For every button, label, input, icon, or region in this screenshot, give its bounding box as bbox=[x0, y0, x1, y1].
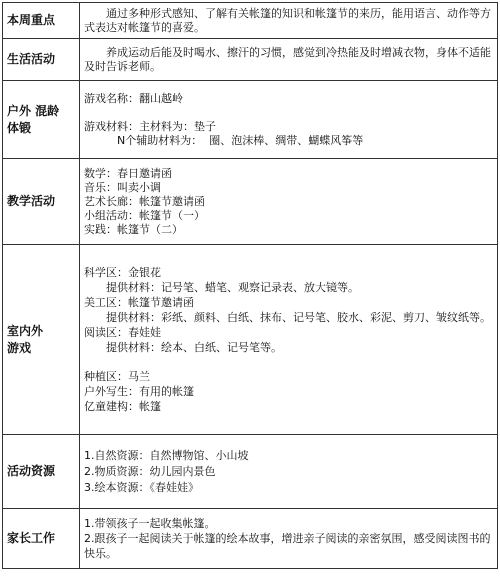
content-line: 游戏名称：翻山越岭 bbox=[84, 91, 183, 105]
content-line: 户外写生：有用的帐篷 bbox=[84, 385, 194, 398]
content-line: 科学区：金银花 bbox=[84, 266, 161, 279]
content-line: 提供材料：记号笔、蜡笔、观察记录表、放大镜等。 bbox=[84, 281, 359, 294]
content-line: 亿童建构：帐篷 bbox=[84, 400, 161, 413]
content-blank-line bbox=[84, 355, 493, 369]
content-line: 艺术长廊：帐篷节邀请函 bbox=[84, 194, 205, 208]
content-line: 美工区：帐篷节邀请函 bbox=[84, 296, 194, 309]
row-content bbox=[80, 435, 498, 509]
content-line: 种植区：马兰 bbox=[84, 370, 150, 383]
row-label: 教学活动 bbox=[3, 159, 80, 245]
content-line: 小组活动：帐篷节（一） bbox=[84, 208, 205, 222]
content-line: 2.跟孩子一起阅读关于帐篷的绘本故事，增进亲子阅读的亲密氛围，感受阅读图书的快乐。 bbox=[84, 532, 491, 560]
content-line: 1.自然资源：自然博物馆、小山坡 bbox=[84, 448, 249, 462]
content-line: 通过多种形式感知、了解有关帐篷的知识和帐篷节的来历，能用语言、动作等方式表达对帐篷节的喜爱。 bbox=[84, 6, 491, 34]
row-teaching bbox=[3, 159, 498, 245]
row-label: 家长工作 bbox=[3, 509, 80, 569]
row-content bbox=[80, 39, 498, 81]
content-line: 3.绘本资源：《春娃娃》 bbox=[84, 480, 199, 494]
row-content bbox=[80, 159, 498, 245]
row-label: 户外 混龄 体锻 bbox=[3, 81, 80, 159]
row-games bbox=[3, 245, 498, 435]
row-resources bbox=[3, 435, 498, 509]
content-line: N个辅助材料为： 圈、泡沫棒、绸带、蝴蝶风筝等 bbox=[84, 133, 364, 147]
row-content bbox=[80, 3, 498, 39]
content-line: 养成运动后能及时喝水、擦汗的习惯，感觉到冷热能及时增减衣物，身体不适能及时告诉老师。 bbox=[84, 45, 491, 73]
row-label: 生活活动 bbox=[3, 39, 80, 81]
content-line: 音乐：叫卖小调 bbox=[84, 180, 161, 194]
content-line: 游戏材料：主材料为：垫子 bbox=[84, 119, 216, 133]
content-line: 阅读区：春娃娃 bbox=[84, 326, 161, 339]
row-daily-life bbox=[3, 39, 498, 81]
row-parent-work bbox=[3, 509, 498, 569]
row-label: 活动资源 bbox=[3, 435, 80, 509]
row-content bbox=[80, 509, 498, 569]
row-content bbox=[80, 245, 498, 435]
content-line: 2.物质资源：幼儿园内景色 bbox=[84, 464, 216, 478]
row-weekly-focus bbox=[3, 3, 498, 39]
row-content bbox=[80, 81, 498, 159]
content-line: 1.带领孩子一起收集帐篷。 bbox=[84, 517, 216, 530]
row-label: 室内外 游戏 bbox=[3, 245, 80, 435]
content-line: 数学：春日邀请函 bbox=[84, 166, 172, 180]
content-line: 实践：帐篷节（二） bbox=[84, 222, 183, 236]
row-outdoor-exercise bbox=[3, 81, 498, 159]
content-line: 提供材料：彩纸、颜料、白纸、抹布、记号笔、胶水、彩泥、剪刀、皱纹纸等。 bbox=[84, 311, 491, 324]
content-line: 提供材料：绘本、白纸、记号笔等。 bbox=[84, 341, 282, 354]
weekly-plan-table bbox=[2, 2, 498, 569]
row-label: 本周重点 bbox=[3, 3, 80, 39]
